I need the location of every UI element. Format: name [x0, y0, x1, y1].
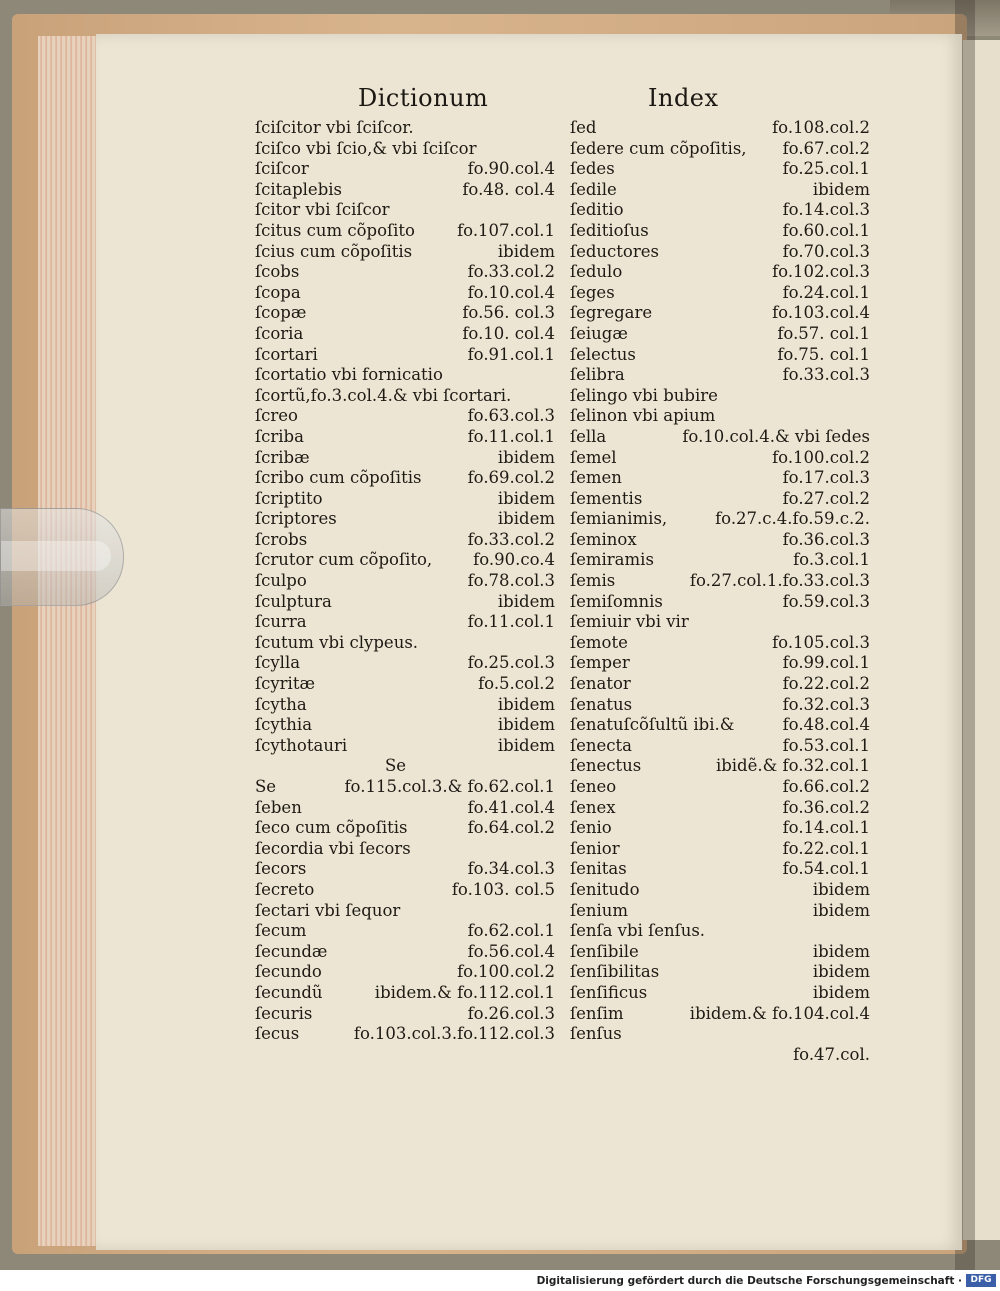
- index-headword: ſenectus: [570, 756, 642, 776]
- index-reference: fo.90.col.4: [467, 159, 555, 179]
- index-headword: ſcurra: [255, 612, 307, 632]
- index-headword: ſcopæ: [255, 303, 307, 323]
- index-entry: [570, 859, 870, 880]
- index-entry: [255, 1004, 555, 1025]
- index-headword: ſcitus cum cõpoſito: [255, 220, 415, 240]
- index-entry: [255, 921, 555, 942]
- index-entry: [255, 901, 555, 922]
- index-entry: [570, 221, 870, 242]
- index-entry: [570, 139, 870, 160]
- index-headword: ſenſificus: [570, 982, 648, 1002]
- index-headword: ſecuris: [255, 1003, 313, 1023]
- index-entry: [255, 200, 555, 221]
- index-reference: ibidẽ.& fo.32.col.1: [715, 756, 870, 776]
- index-entry: [255, 386, 555, 407]
- index-entry: [255, 159, 555, 180]
- index-entry: [255, 839, 555, 860]
- index-entry: [255, 427, 555, 448]
- index-entry: [570, 921, 870, 942]
- index-entry: [570, 448, 870, 469]
- index-reference: ibidem: [812, 900, 870, 920]
- index-entry: [255, 571, 555, 592]
- index-reference: fo.75. col.1: [777, 344, 870, 364]
- index-reference: fo.11.col.1: [467, 426, 555, 446]
- index-entry: [255, 942, 555, 963]
- index-reference: ibidem: [497, 447, 555, 467]
- index-headword: ſenſa vbi ſenſus.: [570, 921, 706, 941]
- index-entry: [255, 674, 555, 695]
- index-headword: ſenior: [570, 838, 620, 858]
- index-headword: ſelinon vbi apium: [570, 406, 716, 426]
- index-reference: fo.5.col.2: [478, 674, 555, 694]
- index-headword: ſcitaplebis: [255, 179, 343, 199]
- index-headword: ſenecta: [570, 735, 632, 755]
- index-headword: ſemiuir vbi vir: [570, 612, 689, 632]
- index-entry: [570, 880, 870, 901]
- funding-credit: Digitalisierung gefördert durch die Deutsche Forschungsgemeinschaft ·: [536, 1275, 962, 1287]
- index-headword: ſecundo: [255, 962, 322, 982]
- index-reference: fo.48. col.4: [462, 179, 555, 199]
- index-entry: [255, 345, 555, 366]
- index-headword: ſenator: [570, 674, 631, 694]
- index-entry: [255, 798, 555, 819]
- index-entry: [255, 818, 555, 839]
- index-headword: ſementis: [570, 488, 643, 508]
- index-headword: ſecordia vbi ſecors: [255, 838, 411, 858]
- index-headword: ſelingo vbi bubire: [570, 385, 718, 405]
- index-reference: fo.33.col.3: [782, 365, 870, 385]
- index-headword: Se: [255, 777, 277, 796]
- index-reference: fo.17.col.3: [782, 468, 870, 488]
- index-headword: ſenex: [570, 797, 616, 817]
- index-entry: [570, 592, 870, 613]
- index-headword: ſecum: [255, 921, 307, 941]
- index-headword: ſeco cum cõpoſitis: [255, 818, 408, 838]
- index-entry: [570, 159, 870, 180]
- index-headword: ſcylla: [255, 653, 301, 673]
- index-headword: ſcortari: [255, 344, 318, 364]
- index-headword: ſelibra: [570, 365, 625, 385]
- index-entry: [255, 962, 555, 983]
- index-entry: [570, 962, 870, 983]
- index-reference: ibidem: [497, 509, 555, 529]
- page-clip: [0, 508, 124, 606]
- footer-bar: [0, 1270, 1000, 1291]
- index-reference: ibidem: [497, 241, 555, 261]
- index-reference: fo.14.col.1: [782, 818, 870, 838]
- index-headword: ſciſcitor vbi ſciſcor.: [255, 118, 414, 137]
- index-headword: ſcutum vbi clypeus.: [255, 632, 419, 652]
- index-reference: fo.69.col.2: [467, 468, 555, 488]
- index-reference: ibidem: [497, 694, 555, 714]
- index-entry: [570, 345, 870, 366]
- index-reference: fo.34.col.3: [467, 859, 555, 879]
- index-entry: [255, 880, 555, 901]
- index-headword: ſculptura: [255, 591, 332, 611]
- index-headword: ſegregare: [570, 303, 653, 323]
- index-reference: fo.60.col.1: [782, 220, 870, 240]
- index-reference: fo.36.col.3: [782, 529, 870, 549]
- index-reference: fo.22.col.1: [782, 838, 870, 858]
- index-entry: [570, 200, 870, 221]
- index-headword: ſecundũ: [255, 982, 323, 1002]
- index-headword: ſecundæ: [255, 941, 328, 961]
- index-reference: fo.103.col.3.fo.112.col.3: [353, 1024, 555, 1044]
- index-reference: fo.27.col.2: [782, 488, 870, 508]
- index-reference: fo.90.co.4: [473, 550, 555, 570]
- index-entry: [570, 118, 870, 139]
- index-entry: [255, 550, 555, 571]
- index-headword: ſella: [570, 426, 607, 446]
- index-reference: fo.47.col.: [793, 1044, 870, 1064]
- index-entry: [255, 283, 555, 304]
- index-reference: fo.57. col.1: [777, 323, 870, 343]
- index-reference: fo.41.col.4: [467, 797, 555, 817]
- index-reference: fo.66.col.2: [782, 777, 870, 796]
- index-reference: fo.103. col.5: [451, 879, 555, 899]
- index-entry: [570, 324, 870, 345]
- index-headword: ſeditioſus: [570, 220, 649, 240]
- index-entry: [570, 633, 870, 654]
- index-entry: [255, 221, 555, 242]
- index-column-left: [255, 118, 555, 1045]
- index-headword: ſeminox: [570, 529, 637, 549]
- index-reference: fo.115.col.3.& fo.62.col.1: [344, 777, 555, 796]
- page-edges: [38, 36, 98, 1246]
- index-entry: [570, 818, 870, 839]
- index-headword: ſenſibile: [570, 941, 639, 961]
- index-reference: ibidem: [812, 962, 870, 982]
- index-headword: ſcoria: [255, 323, 304, 343]
- index-entry: [570, 283, 870, 304]
- index-reference: fo.25.col.3: [467, 653, 555, 673]
- index-reference: fo.102.col.3: [772, 262, 870, 282]
- index-headword: ſcortũ,fo.3.col.4.& vbi ſcortari.: [255, 385, 512, 405]
- index-reference: fo.64.col.2: [467, 818, 555, 838]
- index-entry: [570, 839, 870, 860]
- index-entry: [255, 983, 555, 1004]
- index-headword: ſenſus: [570, 1024, 622, 1044]
- index-reference: ibidem: [812, 941, 870, 961]
- running-head-left: Dictionum: [358, 84, 489, 112]
- index-entry: [570, 489, 870, 510]
- index-entry: [570, 983, 870, 1004]
- index-reference: fo.70.col.3: [782, 241, 870, 261]
- index-reference: fo.24.col.1: [782, 282, 870, 302]
- index-entry: [570, 942, 870, 963]
- index-headword: ſenitudo: [570, 879, 640, 899]
- index-headword: ſenatus: [570, 694, 633, 714]
- index-headword: ſedile: [570, 179, 617, 199]
- index-entry: [255, 715, 555, 736]
- index-headword: ſcyritæ: [255, 674, 315, 694]
- index-reference: fo.36.col.2: [782, 797, 870, 817]
- index-reference: ibidem: [497, 735, 555, 755]
- index-reference: fo.100.col.2: [772, 447, 870, 467]
- index-entry: [255, 324, 555, 345]
- index-entry: [255, 489, 555, 510]
- index-reference: fo.105.col.3: [772, 632, 870, 652]
- index-entry: [570, 653, 870, 674]
- index-reference: fo.108.col.2: [772, 118, 870, 137]
- index-reference: fo.27.col.1.fo.33.col.3: [689, 571, 870, 591]
- index-headword: ſecors: [255, 859, 307, 879]
- index-entry: [570, 715, 870, 736]
- index-entry: [570, 1004, 870, 1025]
- index-headword: ſemiramis: [570, 550, 654, 570]
- index-entry: [255, 777, 555, 798]
- index-headword: ſcytha: [255, 694, 307, 714]
- index-headword: ſemen: [570, 468, 622, 488]
- index-reference: ibidem.& fo.112.col.1: [374, 982, 555, 1002]
- index-entry: [570, 427, 870, 448]
- index-entry: [255, 242, 555, 263]
- index-reference: fo.27.c.4.fo.59.c.2.: [715, 509, 870, 529]
- index-headword: ſemper: [570, 653, 630, 673]
- index-headword: ſemis: [570, 571, 616, 591]
- index-entry: [570, 798, 870, 819]
- index-reference: ibidem: [497, 488, 555, 508]
- index-reference: fo.3.col.1: [793, 550, 870, 570]
- index-headword: ſcriptores: [255, 509, 337, 529]
- index-headword: ſcortatio vbi fornicatio: [255, 365, 443, 385]
- index-reference: ibidem: [812, 879, 870, 899]
- index-headword: ſenitas: [570, 859, 627, 879]
- index-reference: fo.14.col.3: [782, 200, 870, 220]
- index-headword: ſcribæ: [255, 447, 310, 467]
- index-reference: ibidem: [812, 982, 870, 1002]
- index-entry: [255, 653, 555, 674]
- index-reference: fo.62.col.1: [467, 921, 555, 941]
- index-entry: [255, 365, 555, 386]
- index-entry: [570, 242, 870, 263]
- index-entry: [570, 571, 870, 592]
- index-reference: fo.11.col.1: [467, 612, 555, 632]
- index-entry: [255, 695, 555, 716]
- index-reference: fo.54.col.1: [782, 859, 870, 879]
- index-headword: ſcopa: [255, 282, 301, 302]
- index-reference: fo.33.col.2: [467, 529, 555, 549]
- index-entry: [570, 550, 870, 571]
- index-entry: [570, 386, 870, 407]
- index-reference: fo.59.col.3: [782, 591, 870, 611]
- index-reference: fo.56.col.4: [467, 941, 555, 961]
- index-headword: ſciſcor: [255, 159, 309, 179]
- index-headword: ſcrutor cum cõpoſito,: [255, 550, 433, 570]
- index-headword: ſemianimis,: [570, 509, 668, 529]
- index-headword: ſedere cum cõpoſitis,: [570, 138, 747, 158]
- index-headword: ſemiſomnis: [570, 591, 663, 611]
- index-reference: fo.91.col.1: [467, 344, 555, 364]
- index-entry: [570, 695, 870, 716]
- index-headword: ſcreo: [255, 406, 298, 426]
- index-headword: ſcythotauri: [255, 735, 348, 755]
- index-headword: ſedes: [570, 159, 615, 179]
- index-column-right: [570, 118, 870, 1065]
- index-entry: [570, 365, 870, 386]
- index-entry: [570, 180, 870, 201]
- dfg-logo: DFG: [966, 1274, 996, 1287]
- index-reference: fo.48.col.4: [782, 715, 870, 735]
- index-reference: fo.25.col.1: [782, 159, 870, 179]
- index-entry: [570, 262, 870, 283]
- running-head-right: Index: [648, 84, 719, 112]
- index-headword: ſeges: [570, 282, 615, 302]
- index-entry: [255, 736, 555, 757]
- index-entry: [570, 756, 870, 777]
- index-entry: [255, 859, 555, 880]
- index-headword: ſed: [570, 118, 597, 137]
- index-headword: ſcitor vbi ſciſcor: [255, 200, 390, 220]
- index-entry: [255, 612, 555, 633]
- index-entry: [570, 530, 870, 551]
- index-reference: fo.26.col.3: [467, 1003, 555, 1023]
- index-headword: ſecus: [255, 1024, 300, 1044]
- index-headword: ſeben: [255, 797, 302, 817]
- index-headword: ſcriba: [255, 426, 304, 446]
- index-reference: ibidem: [812, 179, 870, 199]
- index-entry: [255, 303, 555, 324]
- index-headword: ſelectus: [570, 344, 636, 364]
- index-headword: ſeneo: [570, 777, 617, 796]
- index-reference: fo.10.col.4: [467, 282, 555, 302]
- index-headword: ſenſim: [570, 1003, 624, 1023]
- index-reference: fo.99.col.1: [782, 653, 870, 673]
- index-entry: [570, 468, 870, 489]
- index-entry: [570, 406, 870, 427]
- index-headword: ſciſco vbi ſcio,& vbi ſciſcor: [255, 138, 477, 158]
- index-entry: [255, 448, 555, 469]
- index-headword: ſenatuſcõſultũ ibi.&: [570, 715, 735, 735]
- index-entry: [570, 1024, 870, 1045]
- index-entry: [570, 612, 870, 633]
- index-headword: ſcythia: [255, 715, 313, 735]
- index-entry: [255, 592, 555, 613]
- index-entry: [570, 303, 870, 324]
- index-reference: fo.100.col.2: [457, 962, 555, 982]
- index-headword: ſenſibilitas: [570, 962, 660, 982]
- index-headword: ſeductores: [570, 241, 659, 261]
- index-reference: fo.63.col.3: [467, 406, 555, 426]
- index-reference: ibidem: [497, 591, 555, 611]
- index-headword: ſedulo: [570, 262, 623, 282]
- index-entry: [570, 736, 870, 757]
- index-headword: ſenium: [570, 900, 629, 920]
- index-reference: fo.22.col.2: [782, 674, 870, 694]
- index-entry: [255, 509, 555, 530]
- index-headword: ſculpo: [255, 571, 307, 591]
- index-entry: [570, 1045, 870, 1066]
- index-headword: ſeditio: [570, 200, 624, 220]
- index-reference: fo.107.col.1: [457, 220, 555, 240]
- index-headword: ſcobs: [255, 262, 300, 282]
- index-headword: ſemote: [570, 632, 628, 652]
- index-headword: ſeiugæ: [570, 323, 628, 343]
- index-reference: ibidem: [497, 715, 555, 735]
- index-reference: fo.53.col.1: [782, 735, 870, 755]
- index-headword: ſectari vbi ſequor: [255, 900, 401, 920]
- index-reference: fo.56. col.3: [462, 303, 555, 323]
- index-entry: [570, 674, 870, 695]
- index-entry: [570, 509, 870, 530]
- index-entry: [255, 406, 555, 427]
- index-entry: [255, 530, 555, 551]
- index-headword: ſcribo cum cõpoſitis: [255, 468, 422, 488]
- index-headword: ſemel: [570, 447, 617, 467]
- index-entry: [255, 139, 555, 160]
- index-reference: fo.32.col.3: [782, 694, 870, 714]
- index-reference: fo.78.col.3: [467, 571, 555, 591]
- index-entry: [255, 262, 555, 283]
- index-entry: [255, 756, 555, 777]
- index-headword: ſenio: [570, 818, 612, 838]
- index-reference: fo.33.col.2: [467, 262, 555, 282]
- index-entry: [570, 901, 870, 922]
- index-reference: fo.67.col.2: [782, 138, 870, 158]
- index-entry: [255, 633, 555, 654]
- index-entry: [255, 118, 555, 139]
- index-reference: fo.10. col.4: [462, 323, 555, 343]
- index-reference: fo.10.col.4.& vbi ſedes: [682, 426, 870, 446]
- index-headword: ſcriptito: [255, 488, 323, 508]
- index-entry: [570, 777, 870, 798]
- index-headword: Se: [385, 756, 407, 776]
- index-entry: [255, 1024, 555, 1045]
- index-reference: fo.103.col.4: [772, 303, 870, 323]
- index-entry: [255, 180, 555, 201]
- index-headword: ſcrobs: [255, 529, 308, 549]
- page-clip-highlight: [1, 541, 111, 571]
- index-entry: [255, 468, 555, 489]
- index-headword: ſcius cum cõpoſitis: [255, 241, 413, 261]
- index-headword: ſecreto: [255, 879, 315, 899]
- index-reference: ibidem.& fo.104.col.4: [689, 1003, 870, 1023]
